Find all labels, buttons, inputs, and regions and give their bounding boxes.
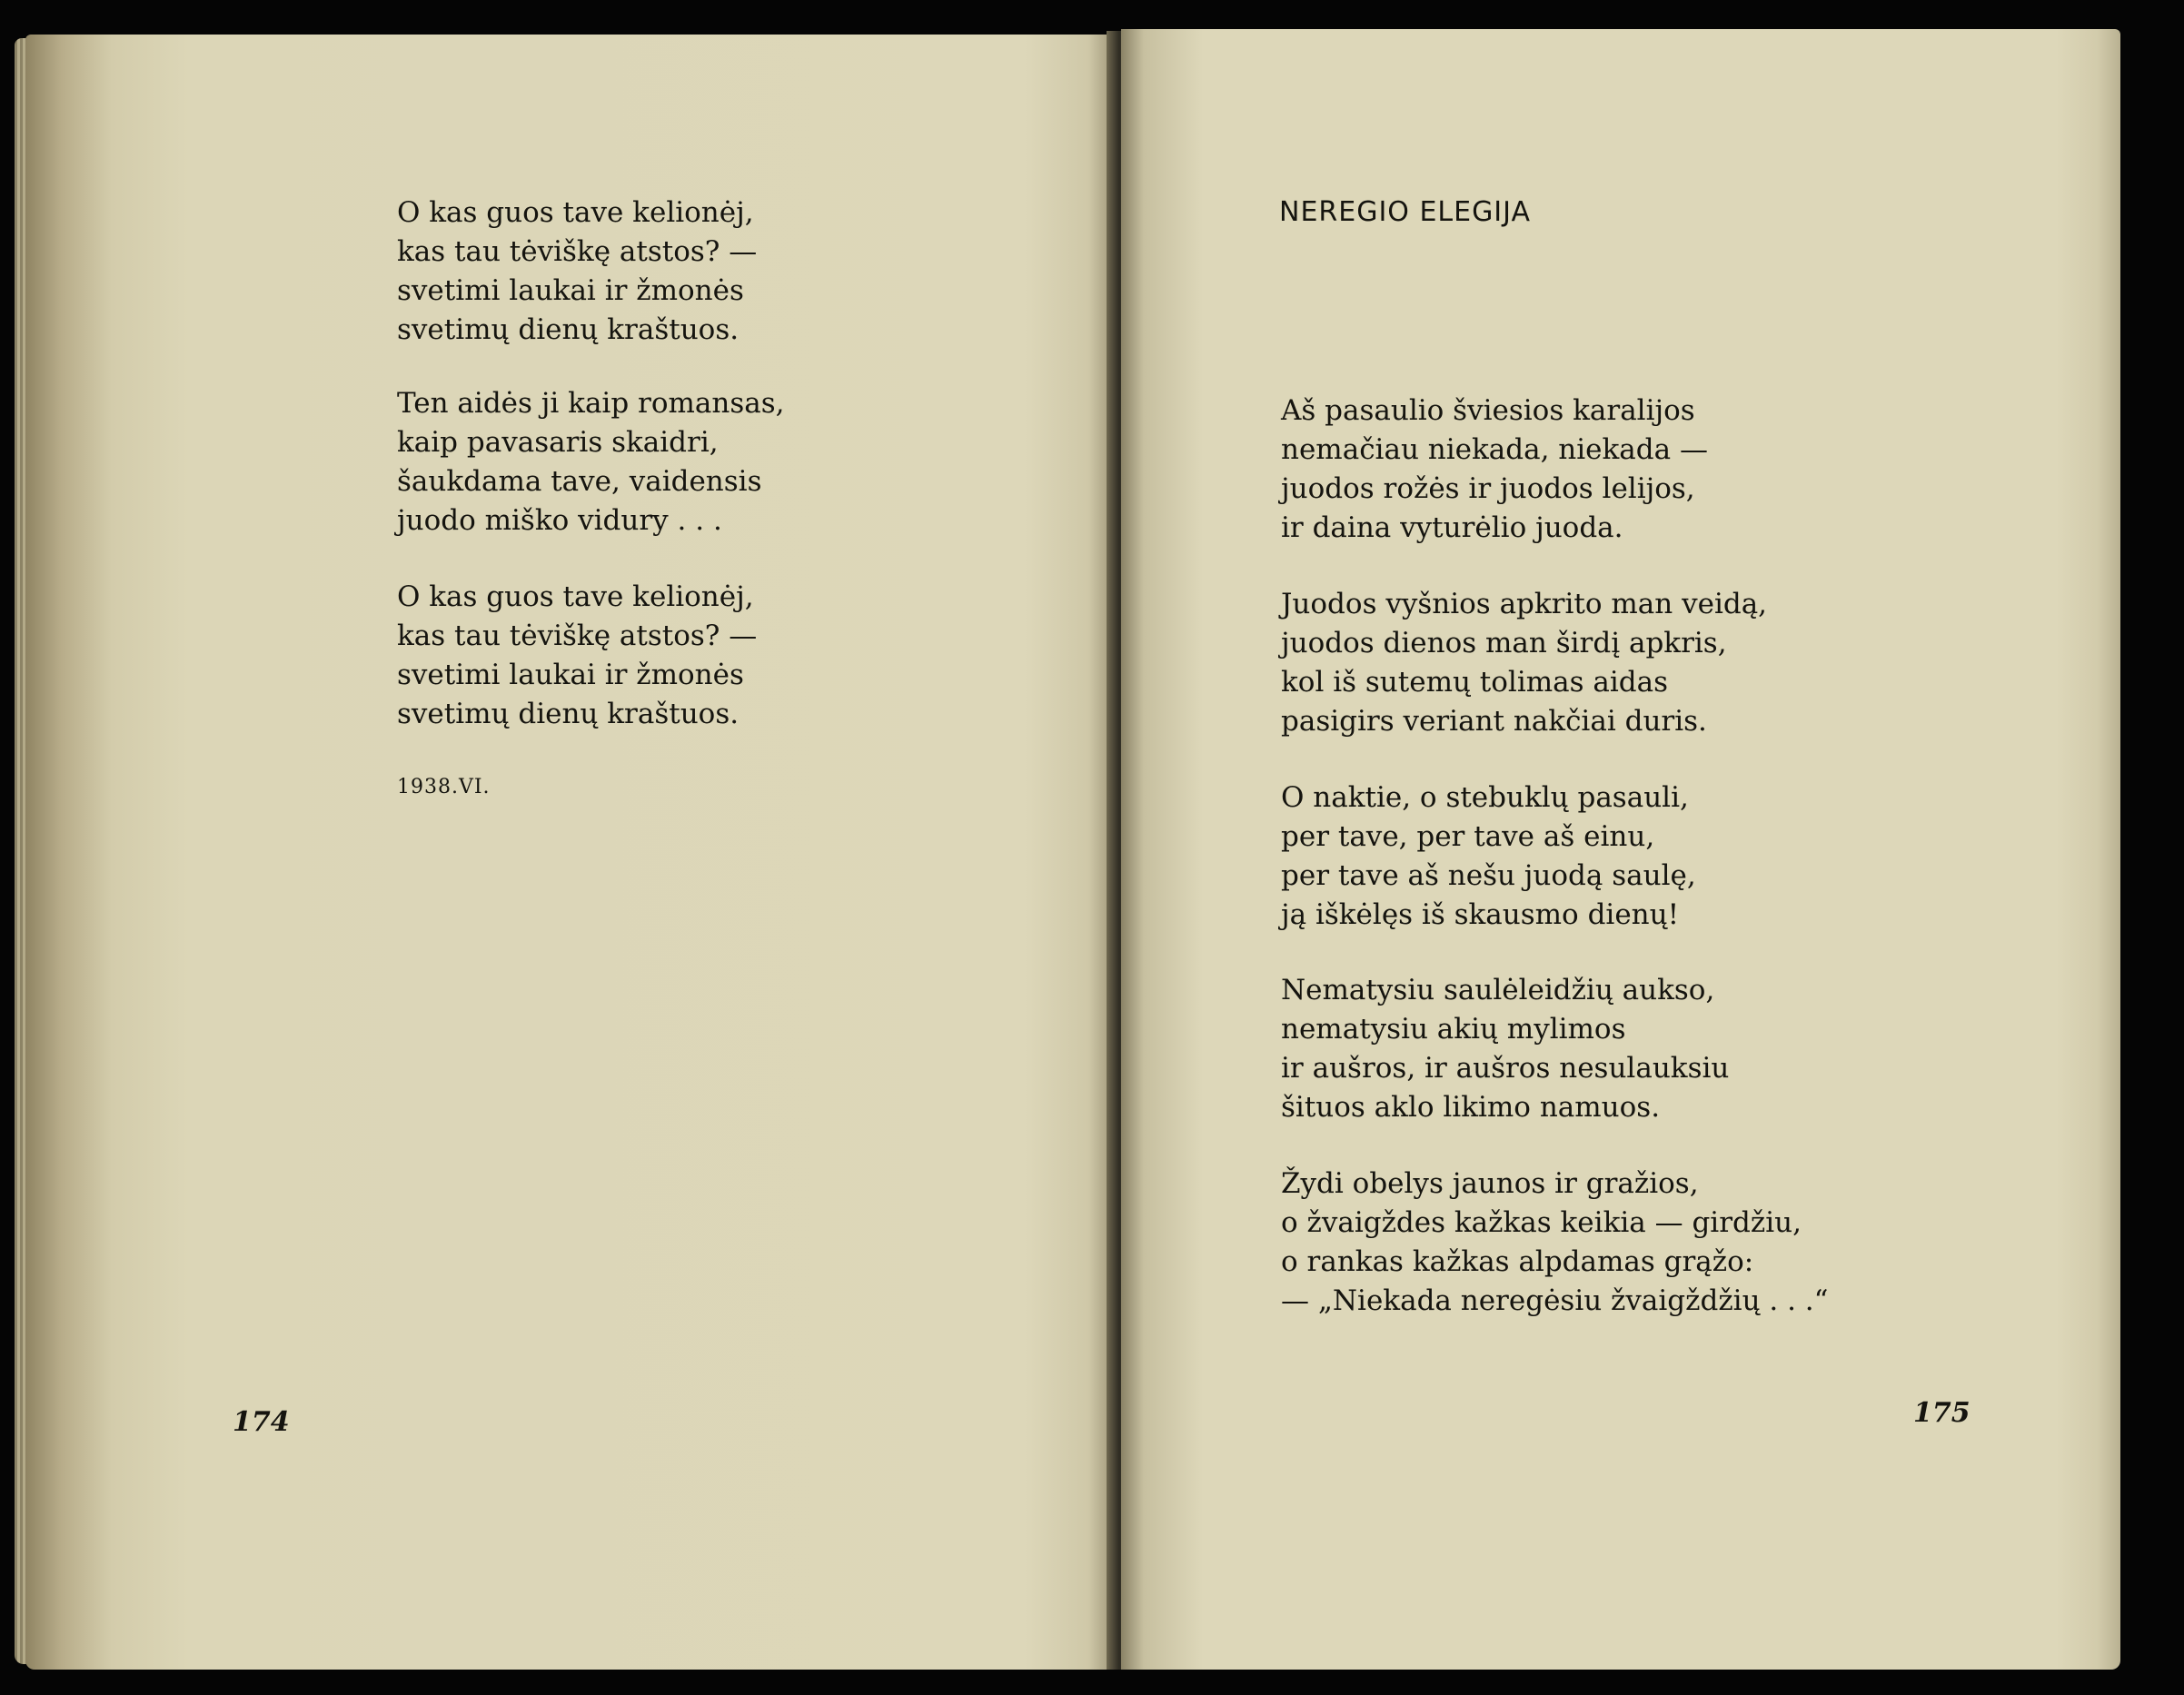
poem-line: ir aušros, ir aušros nesulauksiu <box>1281 1052 1730 1085</box>
poem-line: juodo miško vidury . . . <box>397 504 722 537</box>
poem-line: per tave aš nešu juodą saulę, <box>1281 859 1696 892</box>
poem-line: svetimų dienų kraštuos. <box>397 698 740 730</box>
poem-title: NEREGIO ELEGIJA <box>1279 196 1532 228</box>
poem-line: per tave, per tave aš einu, <box>1281 820 1655 853</box>
poem-line: Žydi obelys jaunos ir gražios, <box>1281 1167 1699 1200</box>
poem-line: — „Niekada neregėsiu žvaigždžių . . .“ <box>1281 1284 1829 1317</box>
poem-line: šituos aklo likimo namuos. <box>1281 1091 1661 1124</box>
right-stanza-2 <box>1281 585 1767 741</box>
poem-line: nemačiau niekada, niekada — <box>1281 433 1708 466</box>
poem-line: ją iškėlęs iš skausmo dienų! <box>1281 898 1680 931</box>
poem-line: kas tau tėviškę atstos? — <box>397 620 758 652</box>
poem-line: svetimi laukai ir žmonės <box>397 274 744 307</box>
left-page <box>25 35 1116 1670</box>
right-page <box>1121 29 2120 1670</box>
poem-line: Juodos vyšnios apkrito man veidą, <box>1281 588 1768 620</box>
poem-line: nematysiu akių mylimos <box>1281 1013 1626 1046</box>
poem-line: šaukdama tave, vaidensis <box>397 465 762 498</box>
right-stanza-3 <box>1281 778 1696 935</box>
left-stanza-3 <box>397 578 757 734</box>
poem-line: O kas guos tave kelionėj, <box>397 196 754 229</box>
poem-line: kas tau tėviškę atstos? — <box>397 235 758 268</box>
poem-line: kol iš sutemų tolimas aidas <box>1281 666 1669 699</box>
poem-line: ir daina vyturėlio juoda. <box>1281 511 1623 544</box>
poem-line: Nematysiu saulėleidžių aukso, <box>1281 974 1715 1006</box>
right-stanza-5 <box>1281 1165 1829 1321</box>
poem-line: O naktie, o stebuklų pasauli, <box>1281 781 1689 814</box>
poem-line: svetimi laukai ir žmonės <box>397 659 744 691</box>
poem-line: juodos rožės ir juodos lelijos, <box>1281 472 1695 505</box>
poem-line: Aš pasaulio šviesios karalijos <box>1281 394 1695 427</box>
poem-date: 1938.VI. <box>397 776 491 798</box>
poem-line: svetimų dienų kraštuos. <box>397 313 740 346</box>
poem-line: Ten aidės ji kaip romansas, <box>397 387 785 420</box>
right-stanza-4 <box>1281 971 1729 1127</box>
left-stanza-2 <box>397 384 785 540</box>
right-stanza-1 <box>1281 392 1708 548</box>
poem-line: o žvaigždes kažkas keikia — girdžiu, <box>1281 1206 1802 1239</box>
left-stanza-1 <box>397 193 757 350</box>
poem-line: pasigirs veriant nakčiai duris. <box>1281 705 1707 738</box>
page-number-left: 174 <box>233 1406 290 1438</box>
poem-line: juodos dienos man širdį apkris, <box>1281 627 1727 659</box>
poem-line: kaip pavasaris skaidri, <box>397 426 719 459</box>
page-number-right: 175 <box>1913 1397 1971 1429</box>
poem-line: O kas guos tave kelionėj, <box>397 580 754 613</box>
poem-line: o rankas kažkas alpdamas grąžo: <box>1281 1245 1754 1278</box>
